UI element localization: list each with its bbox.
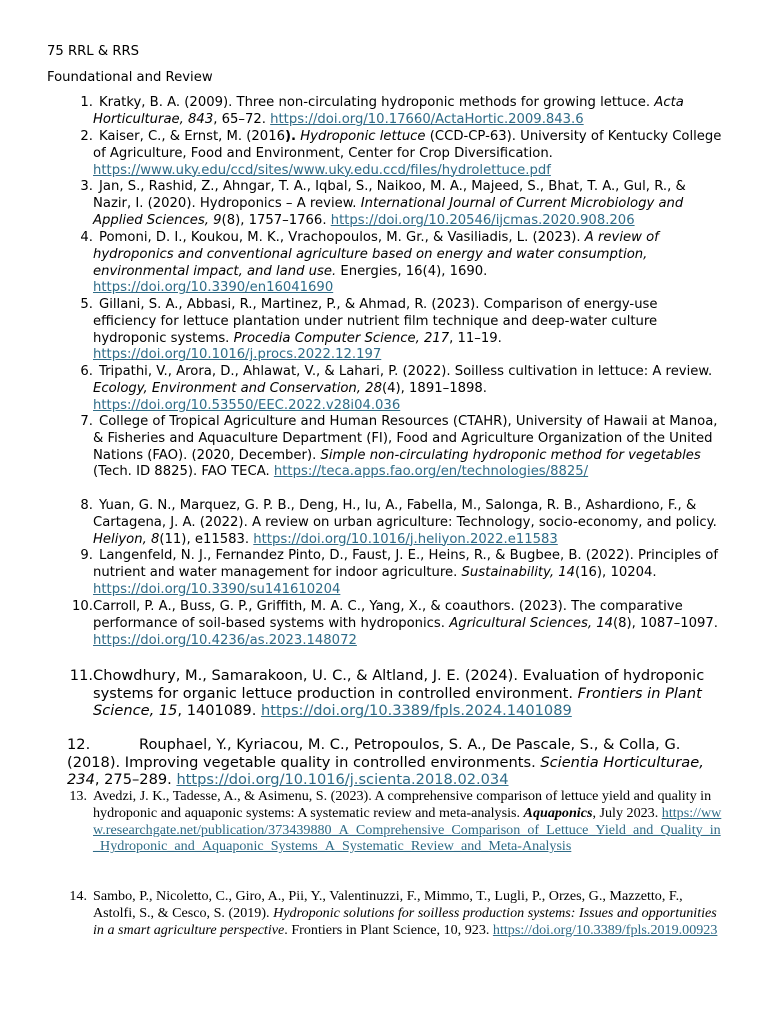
reference-text: , 11–19. [449,330,502,346]
reference-source: Aquaponics [523,804,593,821]
reference-number: 10. [72,599,93,614]
reference-link[interactable]: https://doi.org/10.53550/EEC.2022.v28i04.036 [93,397,401,413]
reference-text: , July 2023. [592,804,662,821]
reference-source: International Journal of Current Microbiology and Applied Sciences, 9 [93,195,684,228]
reference-number: 9. [80,548,93,563]
reference-text: (4), 1891–1898. [381,380,487,396]
reference-text: Jan, S., Rashid, Z., Ahngar, T. A., Iqbal, S., Naikoo, M. A., Majeed, S., Bhat, T. A., Gul, R., & Nazir, I. (2020). Hydroponics – A review. [93,179,686,211]
reference-item-1 [47,95,723,129]
reference-text: Avedzi, J. K., Tadesse, A., & Asimenu, S. (2023). A comprehensive comparison of lettuce yield and quality in hydroponic and aquaponic systems: A systematic review and meta-analysis. [93,788,712,821]
reference-number: 7. [80,414,93,429]
reference-text: , 1401089. [177,702,261,719]
reference-text-bold: ). [284,129,297,144]
reference-link[interactable]: https://doi.org/10.1016/j.procs.2022.12.197 [93,347,382,363]
reference-text: Langenfeld, N. J., Fernandez Pinto, D., Faust, J. E., Heins, R., & Bugbee, B. (2022). Principles of nutrient and water management for indoor agriculture. [93,548,719,580]
reference-text: Kratky, B. A. (2009). Three non-circulating hydroponic methods for growing lettuce. [99,95,655,110]
reference-text: (8), 1757–1766. [221,212,331,228]
reference-source: Ecology, Environment and Conservation, 28 [93,380,382,396]
reference-number: 1. [80,95,93,110]
reference-number: 11. [69,667,93,684]
reference-text: Yuan, G. N., Marquez, G. P. B., Deng, H., Iu, A., Fabella, M., Salonga, R. B., Ashardiono, F., & Cartagena, J. A. (2022). A review on urban agriculture: Technology, socio-economy, and policy. [93,498,717,530]
reference-item-11 [47,667,727,720]
reference-source: Frontiers in Plant Science, 15 [93,684,702,719]
reference-text: Sambo, P., Nicoletto, C., Giro, A., Pii, Y., Valentinuzzi, F., Mimmo, T., Lugli, P., Orzes, G., Mazzetto, F., Astolfi, S., & Cesco, S. (2019). [93,888,683,921]
reference-text: , 65–72. [213,111,271,127]
reference-text: Gillani, S. A., Abbasi, R., Martinez, P., & Ahmad, R. (2023). Comparison of energy-use efficiency for lettuce plantation under nutrient film technique and deep-water culture hydroponic systems. [93,297,658,346]
reference-source: Simple non-circulating hydroponic method for vegetables [320,447,701,463]
reference-link[interactable]: https://doi.org/10.1016/j.scienta.2018.02.034 [176,771,509,788]
reference-number: 3. [80,179,93,194]
reference-item-2 [47,129,723,179]
reference-link[interactable]: https://doi.org/10.17660/ActaHortic.2009.843.6 [270,111,584,127]
reference-link[interactable]: https://doi.org/10.3389/fpls.2024.1401089 [260,702,572,719]
reference-item-3 [47,179,723,229]
reference-link[interactable]: https://doi.org/10.3390/su141610204 [93,581,341,597]
reference-link[interactable]: https://teca.apps.fao.org/en/technologies/8825/ [273,464,589,480]
reference-text: Energies, 16(4), 1690. [336,263,488,279]
reference-item-10 [47,599,723,649]
reference-text: (Tech. ID 8825). FAO TECA. [93,464,274,480]
reference-source: Hydroponic lettuce [296,129,426,144]
reference-source: Agricultural Sciences, 14 [449,615,613,631]
reference-number: 14. [69,888,87,904]
reference-item-7 [47,414,723,481]
reference-number: 6. [80,364,93,379]
reference-text: Chowdhury, M., Samarakoon, U. C., & Altland, J. E. (2024). Evaluation of hydroponic systems for organic lettuce production in controlled environment. [93,667,705,702]
reference-link[interactable]: https://doi.org/10.3389/fpls.2019.00923 [492,921,718,938]
reference-number: 12. [67,736,91,753]
reference-item-4 [47,230,723,297]
reference-source: Scientia Horticulturae, 234 [67,753,704,788]
reference-number: 13. [69,788,87,804]
reference-link[interactable]: https://www.researchgate.net/publication/373439880_A_Comprehensive_Comparison_of_Lettuce_Yield_and_Quality_in_Hydroponic_and_Aquaponic_Systems_A_Systematic_Review_and_Meta-Analysis [93,804,722,855]
reference-item-6 [47,364,723,414]
reference-text: Tripathi, V., Arora, D., Ahlawat, V., & Lahari, P. (2022). Soilless cultivation in lettuce: A review. [99,364,713,379]
reference-text: Carroll, P. A., Buss, G. P., Griffith, M. A. C., Yang, X., & coauthors. (2023). The comparative performance of soil-based systems with hydroponics. [93,599,683,631]
reference-source: A review of hydroponics and conventional agriculture based on energy and water consumption, environmental impact, and land use. [93,230,659,279]
reference-item-5 [47,297,723,364]
reference-text: (CCD-CP-63). University of Kentucky College of Agriculture, Food and Environment, Center for Crop Diversification. [93,129,722,161]
reference-text: (11), e11583. [159,531,254,547]
reference-item-13 [47,788,723,855]
reference-number: 5. [80,297,93,312]
reference-text: (8), 1087–1097. [612,615,718,631]
reference-text: , 275–289. [94,771,177,788]
reference-source: Acta Horticulturae, 843 [93,95,684,127]
reference-link[interactable]: https://doi.org/10.20546/ijcmas.2020.908.206 [330,212,635,228]
reference-source: Sustainability, 14 [461,564,575,580]
reference-text: . Frontiers in Plant Science, 10, 923. [284,921,493,938]
reference-item-8 [47,498,723,548]
section-heading: Foundational and Review [47,70,213,85]
reference-text: (16), 10204. [574,564,657,580]
reference-link[interactable]: https://doi.org/10.3390/en16041690 [93,280,334,296]
reference-number: 8. [80,498,93,513]
reference-source: Procedia Computer Science, 217 [233,330,450,346]
reference-link[interactable]: https://doi.org/10.4236/as.2023.148072 [93,632,357,648]
reference-text: Pomoni, D. I., Koukou, M. K., Vrachopoulos, M. Gr., & Vasiliadis, L. (2023). [99,230,585,245]
reference-text: Kaiser, C., & Ernst, M. (2016 [99,129,285,144]
reference-source: Heliyon, 8 [93,531,160,547]
reference-text: Rouphael, Y., Kyriacou, M. C., Petropoulos, S. A., De Pascale, S., & Colla, G. (2018). Improving vegetable quality in controlled environments. [67,736,681,771]
reference-number: 4. [80,230,93,245]
reference-text: College of Tropical Agriculture and Human Resources (CTAHR), University of Hawaii at Manoa, & Fisheries and Aquaculture Department (FI), Food and Agriculture Organization of the United Nations (FAO). (2020, December). [93,414,718,463]
reference-source: Hydroponic solutions for soilless production systems: Issues and opportunities in a smart agriculture perspective [93,904,717,938]
document-title: 75 RRL & RRS [47,44,140,59]
reference-link[interactable]: https://www.uky.edu/ccd/sites/www.uky.edu.ccd/files/hydrolettuce.pdf [93,162,551,178]
reference-link[interactable]: https://doi.org/10.1016/j.heliyon.2022.e11583 [253,531,558,547]
reference-item-14 [47,888,723,938]
reference-item-12 [47,736,727,789]
reference-number: 2. [80,129,93,144]
reference-item-9 [47,548,723,598]
